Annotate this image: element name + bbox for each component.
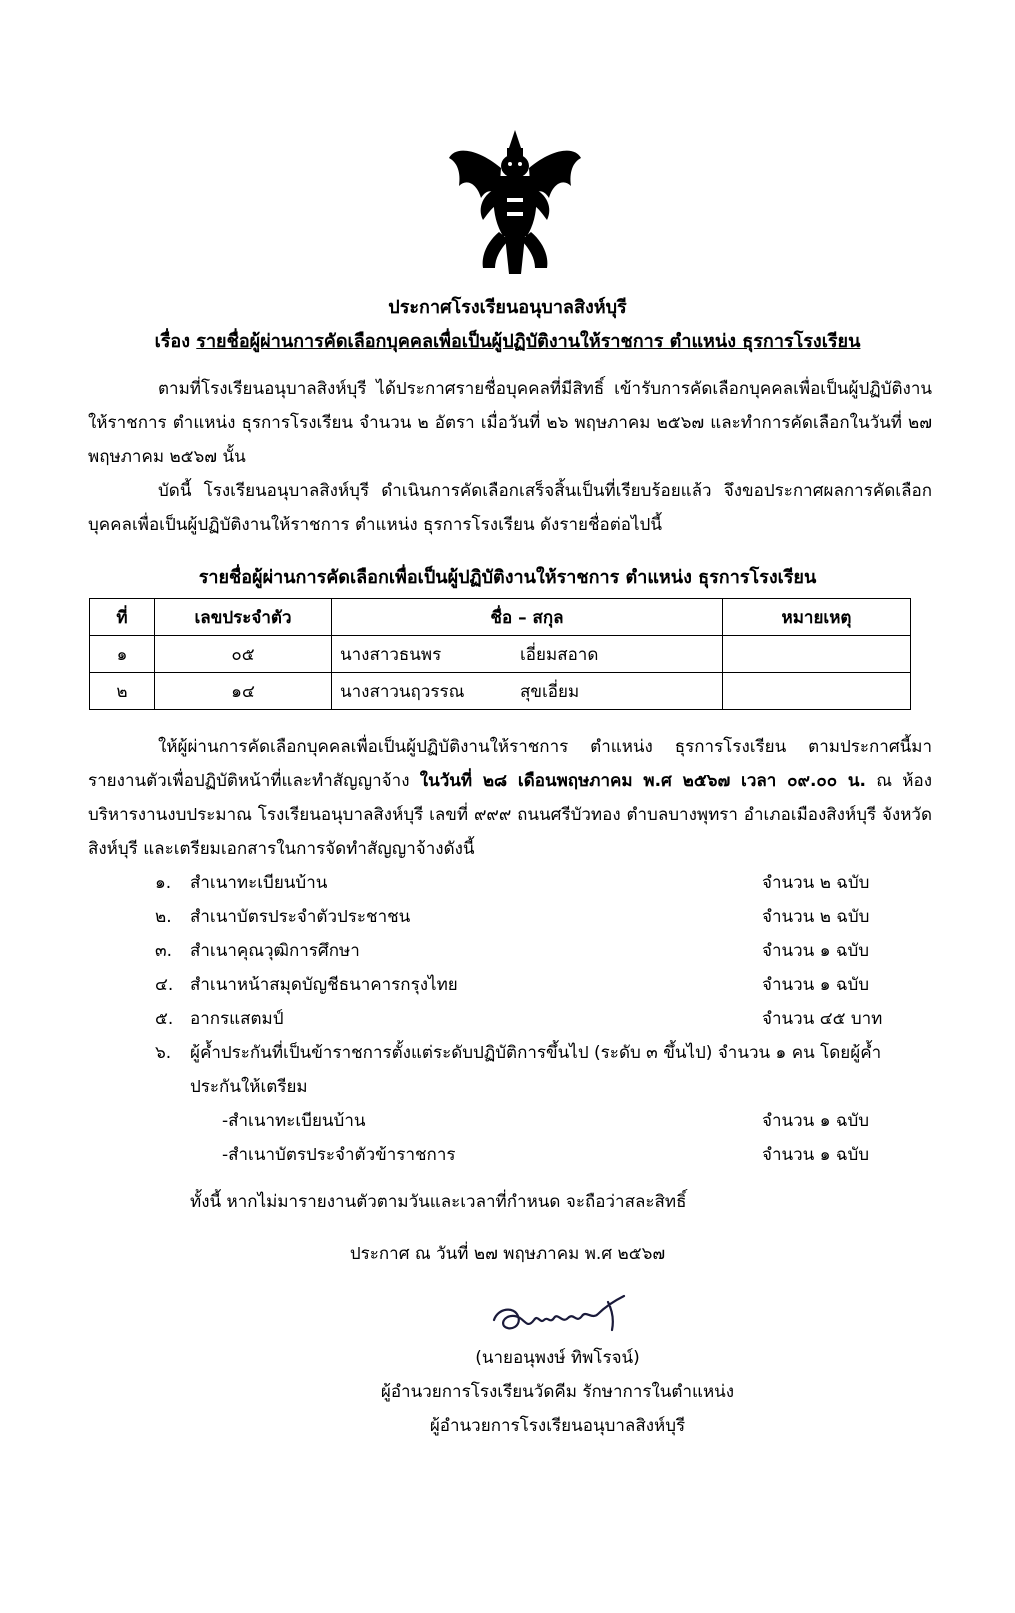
item-amount: จำนวน ๑ ฉบับ xyxy=(762,1111,870,1131)
row-fullname xyxy=(332,636,723,673)
item-amount: จำนวน ๒ ฉบับ xyxy=(762,873,870,893)
paragraph-2-text: บัดนี้ โรงเรียนอนุบาลสิงห์บุรี ดำเนินการคัดเลือกเสร็จสิ้นเป็นที่เรียบร้อยแล้ว จึงขอประกาศผลการคัดเลือกบุคคลเพื่อเป็นผู้ปฏิบัติงานให้ราชการ ตำแหน่ง ธุรการโรงเรียน ดังรายชื่อต่อไปนี้ xyxy=(88,481,932,535)
paragraph-2 xyxy=(88,474,932,542)
item-amount: จำนวน ๑ ฉบับ xyxy=(762,941,870,961)
signature-image xyxy=(488,1290,638,1340)
garuda-emblem xyxy=(447,128,583,278)
row-last-name: เอี่ยมสอาด xyxy=(520,644,599,665)
announce-date: ประกาศ ณ วันที่ ๒๗ พฤษภาคม พ.ศ ๒๕๖๗ xyxy=(349,1244,666,1264)
row-note xyxy=(723,673,911,710)
header-name: ชื่อ – สกุล xyxy=(332,599,723,636)
paragraph-1 xyxy=(88,372,932,474)
item-text: สำเนาบัตรประจำตัวประชาชน xyxy=(190,907,411,927)
announcement-subject xyxy=(0,326,1015,355)
item-text: สำเนาหน้าสมุดบัญชีธนาคารกรุงไทย xyxy=(190,975,458,995)
header-id: เลขประจำตัว xyxy=(155,599,332,636)
item-number: ๑. xyxy=(155,873,172,893)
item-number: ๖. xyxy=(155,1043,172,1063)
row-fullname xyxy=(332,673,723,710)
row-note xyxy=(723,636,911,673)
row-id: ๐๕ xyxy=(155,636,332,673)
table-row xyxy=(90,636,911,673)
subject-prefix: เรื่อง xyxy=(154,331,190,352)
item-text: สำเนาทะเบียนบ้าน xyxy=(190,873,328,893)
report-datetime: ในวันที่ ๒๘ เดือนพฤษภาคม พ.ศ ๒๕๖๗ เวลา ๐๙.๐๐ น. xyxy=(419,771,866,791)
item-text: -สำเนาบัตรประจำตัวข้าราชการ xyxy=(222,1145,456,1165)
row-first-name: นางสาวธนพร xyxy=(340,644,442,665)
item-text: -สำเนาทะเบียนบ้าน xyxy=(222,1111,366,1131)
item-amount: จำนวน ๑ ฉบับ xyxy=(762,975,870,995)
table-header-row xyxy=(90,599,911,636)
signer-position-2: ผู้อำนวยการโรงเรียนอนุบาลสิงห์บุรี xyxy=(429,1416,686,1436)
item-number: ๔. xyxy=(155,975,174,995)
row-first-name: นางสาวนฤวรรณ xyxy=(340,681,465,702)
paragraph-3-text-a: ให้ผู้ผ่านการคัดเลือกบุคคลเพื่อเป็นผู้ปฏิบัติงานให้ราชการ ตำแหน่ง ธุรการโรงเรียน ตามประกาศนี้มารายงานตัวเพื่อปฏิบัติหน้าที่และทำสัญญาจ้าง xyxy=(88,737,932,791)
signer-name: (นายอนุพงษ์ ทิพโรจน์) xyxy=(475,1348,640,1368)
announcement-title: ประกาศโรงเรียนอนุบาลสิงห์บุรี xyxy=(388,297,627,318)
table-title: รายชื่อผู้ผ่านการคัดเลือกเพื่อเป็นผู้ปฏิบัติงานให้ราชการ ตำแหน่ง ธุรการโรงเรียน xyxy=(198,567,817,588)
item-number: ๓. xyxy=(155,941,173,961)
row-no: ๒ xyxy=(90,673,155,710)
candidates-table xyxy=(89,598,911,710)
subject-text: รายชื่อผู้ผ่านการคัดเลือกบุคคลเพื่อเป็นผู้ปฏิบัติงานให้ราชการ ตำแหน่ง ธุรการโรงเรียน xyxy=(196,331,861,352)
paragraph-3-text-b: ณ ห้องบริหารงานงบประมาณ โรงเรียนอนุบาลสิงห์บุรี เลขที่ ๙๙๙ ถนนศรีบัวทอง ตำบลบางพุทรา อำเภอเมืองสิงห์บุรี จังหวัดสิงห์บุรี และเตรียมเอกสารในการจัดทำสัญญาจ้างดังนี้ xyxy=(88,771,933,859)
table-row xyxy=(90,673,911,710)
item-amount: จำนวน ๑ ฉบับ xyxy=(762,1145,870,1165)
row-no: ๑ xyxy=(90,636,155,673)
item-amount: จำนวน ๔๕ บาท xyxy=(762,1009,883,1029)
paragraph-1-text: ตามที่โรงเรียนอนุบาลสิงห์บุรี ได้ประกาศรายชื่อบุคคลที่มีสิทธิ์ เข้ารับการคัดเลือกบุคคลเพื่อเป็นผู้ปฏิบัติงานให้ราชการ ตำแหน่ง ธุรการโรงเรียน จำนวน ๒ อัตรา เมื่อวันที่ ๒๖ พฤษภาคม ๒๕๖๗ และทำการคัดเลือกในวันที่ ๒๗ พฤษภาคม ๒๕๖๗ นั้น xyxy=(88,379,932,467)
item-text: ผู้ค้ำประกันที่เป็นข้าราชการตั้งแต่ระดับปฏิบัติการขึ้นไป (ระดับ ๓ ขึ้นไป) จำนวน ๑ คน โดยผู้ค้ำประกันให้เตรียม xyxy=(190,1043,882,1097)
header-note: หมายเหตุ xyxy=(723,599,911,636)
paragraph-3 xyxy=(88,730,932,866)
row-id: ๑๔ xyxy=(155,673,332,710)
item-number: ๒. xyxy=(155,907,172,927)
item-amount: จำนวน ๒ ฉบับ xyxy=(762,907,870,927)
item-number: ๕. xyxy=(155,1009,174,1029)
row-last-name: สุขเอี่ยม xyxy=(520,681,580,702)
item-text: สำเนาคุณวุฒิการศึกษา xyxy=(190,941,360,961)
item-text: อากรแสตมป์ xyxy=(190,1009,284,1029)
header-no: ที่ xyxy=(90,599,155,636)
closing-statement: ทั้งนี้ หากไม่มารายงานตัวตามวันและเวลาที่กำหนด จะถือว่าสละสิทธิ์ xyxy=(190,1192,687,1212)
signer-position-1: ผู้อำนวยการโรงเรียนวัดคีม รักษาการในตำแหน่ง xyxy=(380,1382,735,1402)
